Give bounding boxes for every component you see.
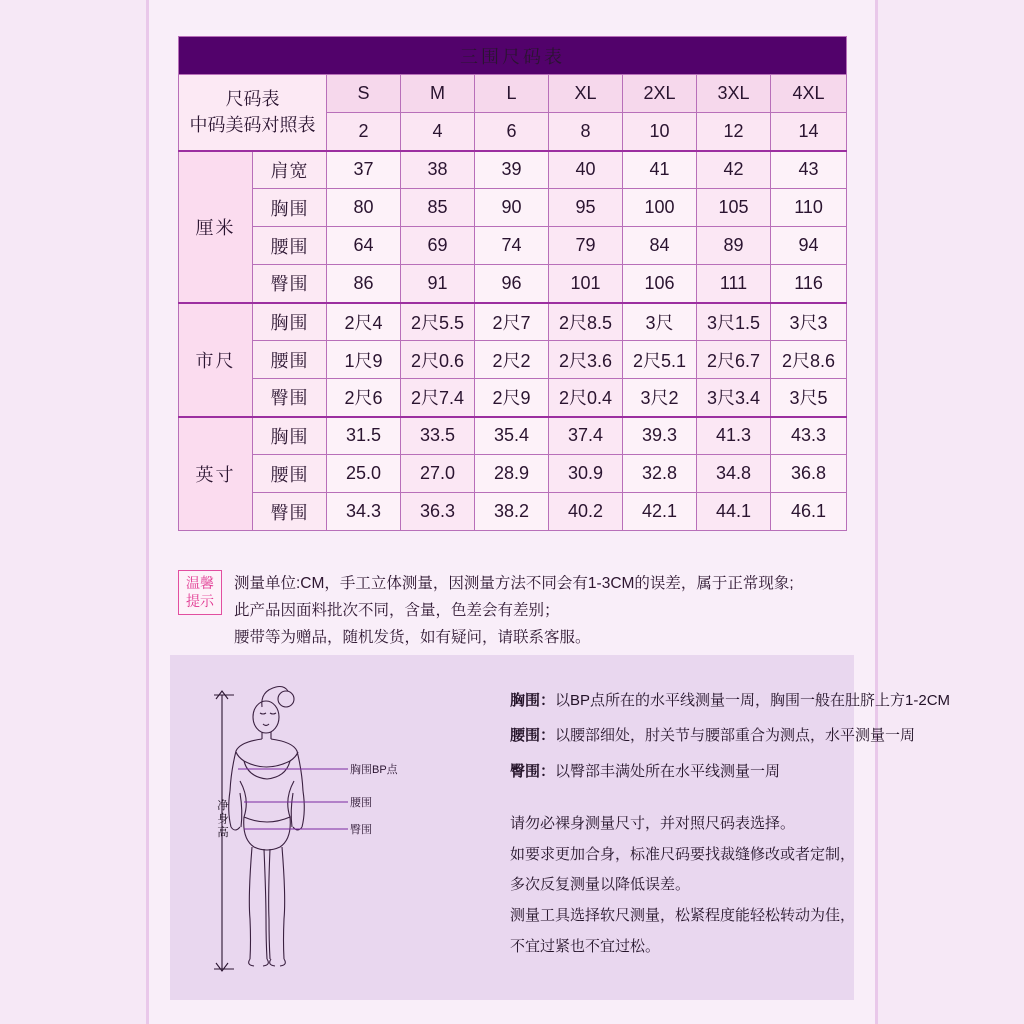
cell: 37	[327, 151, 401, 189]
cell: 2尺7.4	[401, 379, 475, 417]
cell: 39	[475, 151, 549, 189]
row-label-inch-0: 胸围	[253, 417, 327, 455]
cell: 96	[475, 265, 549, 303]
cell: 79	[549, 227, 623, 265]
cell: 38.2	[475, 493, 549, 531]
guide-def-bust	[510, 689, 951, 712]
figure-label-bp: 胸围BP点	[350, 764, 398, 776]
us-size-5: 12	[697, 113, 771, 151]
cell: 94	[771, 227, 847, 265]
guide-tip-3: 多次反复测量以降低误差。	[510, 876, 691, 894]
cell: 2尺4	[327, 303, 401, 341]
cell: 36.3	[401, 493, 475, 531]
figure-label-hip: 臀围	[350, 824, 372, 836]
note-badge-line2: 提示	[186, 592, 214, 609]
cell: 3尺2	[623, 379, 697, 417]
cell: 35.4	[475, 417, 549, 455]
size-col-3xl: 3XL	[697, 75, 771, 113]
cell: 2尺5.1	[623, 341, 697, 379]
guide-def-hip	[510, 760, 840, 783]
cell: 36.8	[771, 455, 847, 493]
size-col-s: S	[327, 75, 401, 113]
us-size-3: 8	[549, 113, 623, 151]
cell: 41.3	[697, 417, 771, 455]
row-label-inch-2: 臀围	[253, 493, 327, 531]
cell: 111	[697, 265, 771, 303]
cell: 74	[475, 227, 549, 265]
cell: 40.2	[549, 493, 623, 531]
note-line-2: 此产品因面料批次不同，含量，色差会有差别；	[234, 602, 560, 620]
cell: 91	[401, 265, 475, 303]
size-col-l: L	[475, 75, 549, 113]
cell: 2尺6.7	[697, 341, 771, 379]
header-label-line1: 尺码表	[225, 89, 280, 110]
cell: 32.8	[623, 455, 697, 493]
guide-def-bust-text: 以BP点所在的水平线测量一周，胸围一般在肚脐上方1-2CM	[555, 692, 951, 709]
row-label-cm-1: 胸围	[253, 189, 327, 227]
us-size-4: 10	[623, 113, 697, 151]
cell: 40	[549, 151, 623, 189]
cell: 89	[697, 227, 771, 265]
cell: 2尺3.6	[549, 341, 623, 379]
guide-def-waist	[510, 724, 916, 747]
guide-tip-1: 请勿必裸身测量尺寸，并对照尺码表选择。	[510, 814, 796, 832]
cell: 43.3	[771, 417, 847, 455]
guide-text	[510, 689, 951, 963]
guide-def-hip-text: 以臀部丰满处所在水平线测量一周	[555, 762, 781, 780]
cell: 86	[327, 265, 401, 303]
cell: 39.3	[623, 417, 697, 455]
row-label-cm-3: 臀围	[253, 265, 327, 303]
us-size-2: 6	[475, 113, 549, 151]
size-col-4xl: 4XL	[771, 75, 847, 113]
header-label	[179, 75, 327, 151]
page-title: 三围尺码表	[179, 37, 847, 75]
cell: 80	[327, 189, 401, 227]
cell: 41	[623, 151, 697, 189]
warm-note	[178, 570, 846, 651]
size-col-m: M	[401, 75, 475, 113]
cell: 2尺0.6	[401, 341, 475, 379]
guide-tip-4: 测量工具选择软尺测量，松紧程度能轻松转动为佳，	[510, 907, 856, 924]
cell: 90	[475, 189, 549, 227]
size-table-container	[178, 36, 846, 531]
measure-guide-panel	[170, 655, 951, 1000]
size-col-2xl: 2XL	[623, 75, 697, 113]
row-label-inch-1: 腰围	[253, 455, 327, 493]
row-label-shichi-2: 臀围	[253, 379, 327, 417]
us-size-0: 2	[327, 113, 401, 151]
guide-tip-2: 如要求更加合身，标准尺码要找裁缝修改或者定制，	[510, 845, 856, 863]
cell: 2尺5.5	[401, 303, 475, 341]
cell: 85	[401, 189, 475, 227]
note-line-3: 腰带等为赠品，随机发货，如有疑问，请联系客服。	[234, 629, 591, 647]
cell: 1尺9	[327, 341, 401, 379]
cell: 2尺7	[475, 303, 549, 341]
cell: 64	[327, 227, 401, 265]
guide-tips	[510, 809, 856, 963]
cell: 3尺3.4	[697, 379, 771, 417]
cell: 27.0	[401, 455, 475, 493]
note-text	[234, 570, 794, 651]
cell: 2尺6	[327, 379, 401, 417]
cell: 105	[697, 189, 771, 227]
cell: 46.1	[771, 493, 847, 531]
group-label-inch: 英寸	[179, 417, 253, 531]
cell: 84	[623, 227, 697, 265]
row-label-shichi-1: 腰围	[253, 341, 327, 379]
cell: 42	[697, 151, 771, 189]
cell: 37.4	[549, 417, 623, 455]
guide-def-hip-term: 臀围：	[510, 762, 556, 780]
size-col-xl: XL	[549, 75, 623, 113]
cell: 106	[623, 265, 697, 303]
cell: 3尺1.5	[697, 303, 771, 341]
cell: 38	[401, 151, 475, 189]
row-label-cm-0: 肩宽	[253, 151, 327, 189]
cell: 33.5	[401, 417, 475, 455]
row-label-shichi-0: 胸围	[253, 303, 327, 341]
figure-label-height: 净身高	[216, 799, 228, 840]
us-size-1: 4	[401, 113, 475, 151]
us-size-6: 14	[771, 113, 847, 151]
guide-tip-5: 不宜过紧也不宜过松。	[510, 937, 661, 955]
cell: 95	[549, 189, 623, 227]
cell: 2尺9	[475, 379, 549, 417]
cell: 69	[401, 227, 475, 265]
guide-def-waist-text: 以腰部细处，肘关节与腰部重合为测点，水平测量一周	[555, 727, 916, 745]
group-label-cm: 厘米	[179, 151, 253, 303]
figure-label-waist: 腰围	[350, 797, 372, 809]
female-body-diagram	[200, 669, 490, 989]
guide-def-waist-term: 腰围：	[510, 727, 556, 745]
row-label-cm-2: 腰围	[253, 227, 327, 265]
cell: 25.0	[327, 455, 401, 493]
cell: 3尺3	[771, 303, 847, 341]
body-figure	[200, 669, 490, 989]
guide-def-bust-term: 胸围：	[510, 692, 556, 709]
cell: 2尺8.6	[771, 341, 847, 379]
cell: 2尺2	[475, 341, 549, 379]
size-table	[178, 36, 847, 531]
header-label-line2: 中码美码对照表	[189, 115, 316, 136]
cell: 101	[549, 265, 623, 303]
cell: 43	[771, 151, 847, 189]
cell: 2尺8.5	[549, 303, 623, 341]
cell: 116	[771, 265, 847, 303]
cell: 34.8	[697, 455, 771, 493]
cell: 110	[771, 189, 847, 227]
cell: 44.1	[697, 493, 771, 531]
cell: 3尺	[623, 303, 697, 341]
note-line-1: 测量单位:CM，手工立体测量，因测量方法不同会有1-3CM的误差，属于正常现象;	[234, 575, 794, 592]
cell: 42.1	[623, 493, 697, 531]
cell: 34.3	[327, 493, 401, 531]
note-badge-line1: 温馨	[186, 575, 214, 591]
cell: 2尺0.4	[549, 379, 623, 417]
group-label-shichi: 市尺	[179, 303, 253, 417]
cell: 28.9	[475, 455, 549, 493]
cell: 100	[623, 189, 697, 227]
cell: 30.9	[549, 455, 623, 493]
note-badge	[178, 570, 222, 615]
cell: 3尺5	[771, 379, 847, 417]
cell: 31.5	[327, 417, 401, 455]
